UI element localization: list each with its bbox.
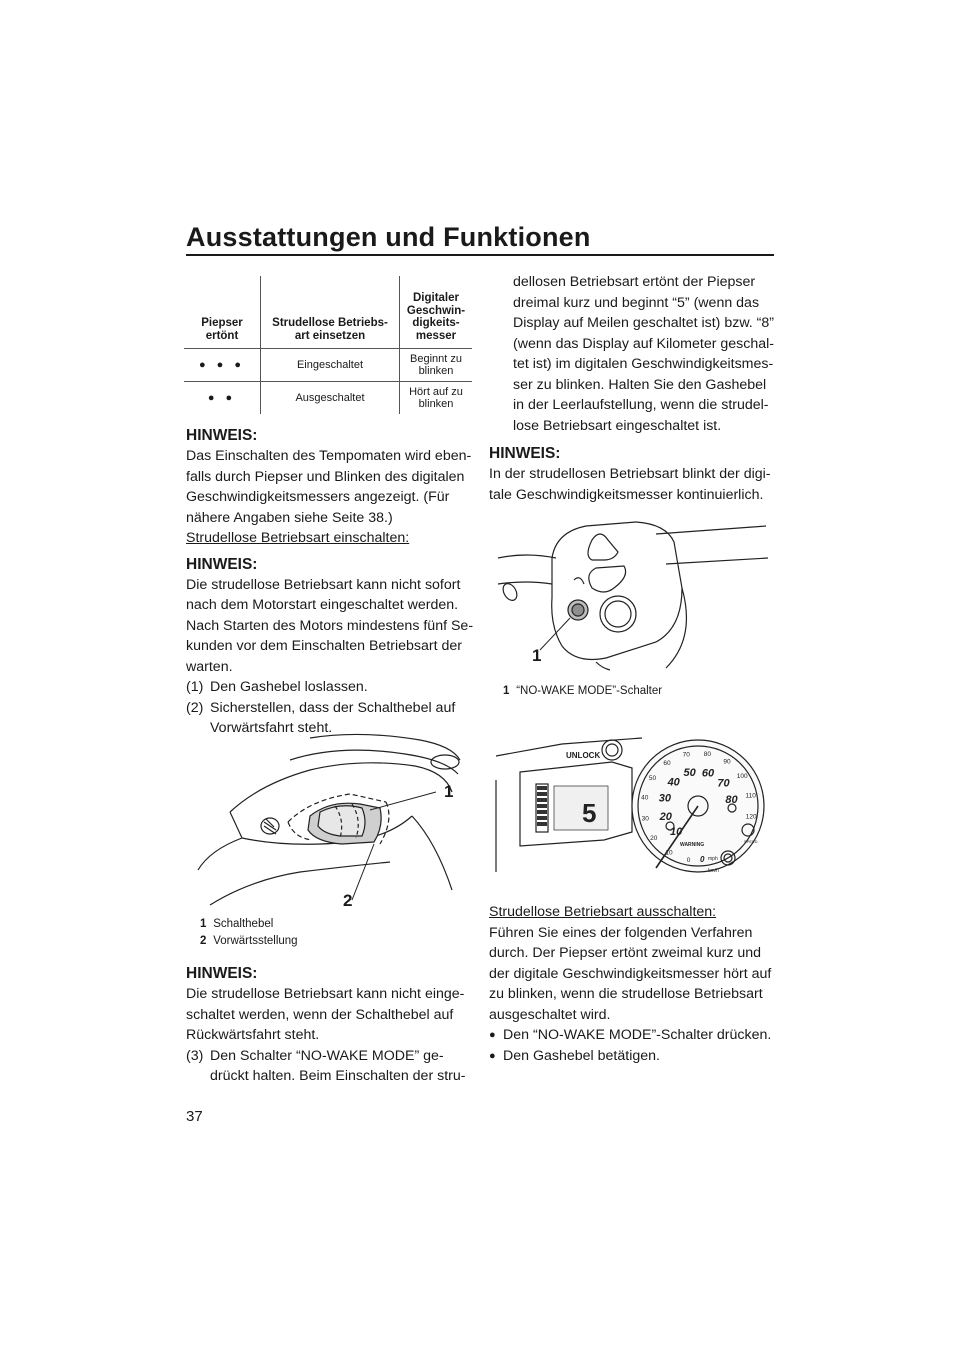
hinweis-heading: HINWEIS: [186,555,258,573]
mph-tick-label: 70 [717,777,730,790]
step-text: Den Gashebel loslassen. [210,679,368,695]
step-number: (3) [186,1047,204,1064]
list-item [489,1046,777,1067]
warning-label: WARNING [680,842,705,848]
unit-mph: mph [708,856,718,862]
bullet-icon: ● [489,1049,496,1062]
left-column-lower [186,964,478,1087]
mph-tick-label: 20 [659,810,672,823]
beep-dots: ● ● ● [184,349,261,382]
right-column-lower [489,902,777,1066]
caption-text: “NO-WAKE MODE”-Schalter [516,685,663,697]
kmh-tick-label: 60 [663,759,671,767]
kmh-tick-label: 80 [703,750,712,758]
display-cell: Hört auf zu blinken [400,382,473,415]
bullet-icon: ● [489,1029,496,1041]
figure-callout: 1 [444,782,454,801]
step-item [186,677,478,698]
bullet-text: Den Gashebel betätigen. [503,1047,660,1064]
subheading-off: Strudellose Betriebsart ausschalten: [489,904,717,920]
kmh-tick-label: 0 [686,857,691,865]
figure-caption [200,916,298,950]
kmh-tick-label: 10 [665,849,673,857]
step-number: (1) [186,679,204,695]
step-text: Sicherstellen, dass der Schalthebel auf Vorwärtsfahrt steht. [210,699,456,736]
hinweis-text: Die strudellose Betriebsart kann nicht sofort nach dem Motorstart eingeschaltet werden. Nach Starten des Motors mindestens fünf Se-kunden vor dem Einschalten Betriebsart der warten. [186,576,474,675]
hinweis-text: Das Einschalten des Tempomaten wird eben-falls durch Piepser und Blinken des digitalen Geschwindigkeitsmessers angezeigt. (Für nähere Angaben siehe Seite 38.) [186,448,472,526]
title-rule [186,254,774,256]
kmh-tick-label: 40 [641,794,649,802]
kmh-tick-label: 110 [745,792,756,800]
table-header-display: Digitaler Geschwin-digkeits-messer [400,276,473,349]
list-item [489,1025,777,1046]
step-text: Den Schalter “NO-WAKE MODE” ge-drückt halten. Beim Einschalten der stru- [210,1047,466,1084]
kmh-tick-label: 90 [723,758,731,766]
beep-dots: ● ● [184,382,261,415]
shift-lever-illustration [190,730,468,910]
off-text: Führen Sie eines der folgenden Verfahren durch. Der Piepser ertönt zweimal kurz und der digitale Geschwindigkeitsmesser hört auf zu blinken, wenn die strudellose Betriebsart ausgeschaltet wird. [489,924,772,1023]
display-cell: Beginnt zu blinken [400,349,473,382]
mph-tick-label: 40 [667,776,680,789]
mode-cell: Eingeschaltet [261,349,400,382]
kmh-tick-label: 50 [648,775,657,782]
speed-display-digit: 5 [582,798,597,828]
beep-table [184,276,472,414]
bullet-text: Den “NO-WAKE MODE”-Schalter drücken. [503,1027,772,1043]
hinweis-text: Die strudellose Betriebsart kann nicht einge-schaltet werden, wenn der Schalthebel auf Rückwärtsfahrt steht. [186,986,465,1043]
left-column-upper [186,426,478,739]
mph-tick-label: 10 [669,826,683,838]
hinweis-heading: HINWEIS: [186,427,258,444]
caption-text: Schalthebel [213,918,274,930]
table-row [184,382,472,415]
mph-tick-label: 30 [658,792,672,805]
caption-number: 1 [200,918,207,930]
hinweis-heading: HINWEIS: [489,445,561,462]
unlock-label: UNLOCK [566,751,601,760]
caption-text: Vorwärtsstellung [213,935,298,947]
hinweis-heading: HINWEIS: [186,965,258,982]
page-number: 37 [186,1108,203,1125]
hinweis-text: In der strudellosen Betriebsart blinkt der digi-tale Geschwindigkeitsmesser kontinuierlich. [489,466,771,503]
kmh-tick-label: 70 [682,751,690,759]
kmh-tick-label: 100 [736,773,748,780]
figure-caption [503,683,662,700]
zero-label: 0 [700,855,705,864]
kmh-tick-label: 30 [641,815,649,823]
step-number: (2) [186,699,204,716]
figure-callout: 2 [343,891,353,910]
right-column-upper [489,272,777,505]
mph-tick-label: 60 [701,767,715,780]
unit-kmh: km/h [708,868,719,874]
step-continuation: dellosen Betriebsart ertönt der Piepser dreimal kurz und beginnt “5” (wenn das Display auf Meilen geschaltet ist) bzw. “8” (wenn das Display auf Kilometer geschal-tet ist) im digitalen Geschwindigkeitsmes-ser zu blinken. Halten Sie den Gashebel in der Leerlaufstellung, wenn die strudel-lose Betriebsart eingeschaltet ist. [513,274,775,434]
mode-cell: Ausgeschaltet [261,382,400,415]
page-title: Ausstattungen und Funktionen [186,222,591,252]
caption-number: 2 [200,935,207,947]
figure-callout: 1 [532,646,542,665]
kmh-tick-label: 20 [650,835,658,842]
speed-label: SPEED [744,839,758,844]
subheading-on: Strudellose Betriebsart einschalten: [186,530,410,546]
step-item [186,1046,478,1087]
mph-tick-label: 80 [725,794,738,807]
caption-number: 1 [503,685,510,697]
table-header-mode: Strudellose Betriebs-art einsetzen [261,276,400,349]
mph-tick-label: 50 [683,767,696,780]
kmh-tick-label: 120 [745,813,757,821]
speedometer-illustration [492,722,770,882]
table-row [184,349,472,382]
table-header-beeps: Piepser ertönt [184,276,261,349]
